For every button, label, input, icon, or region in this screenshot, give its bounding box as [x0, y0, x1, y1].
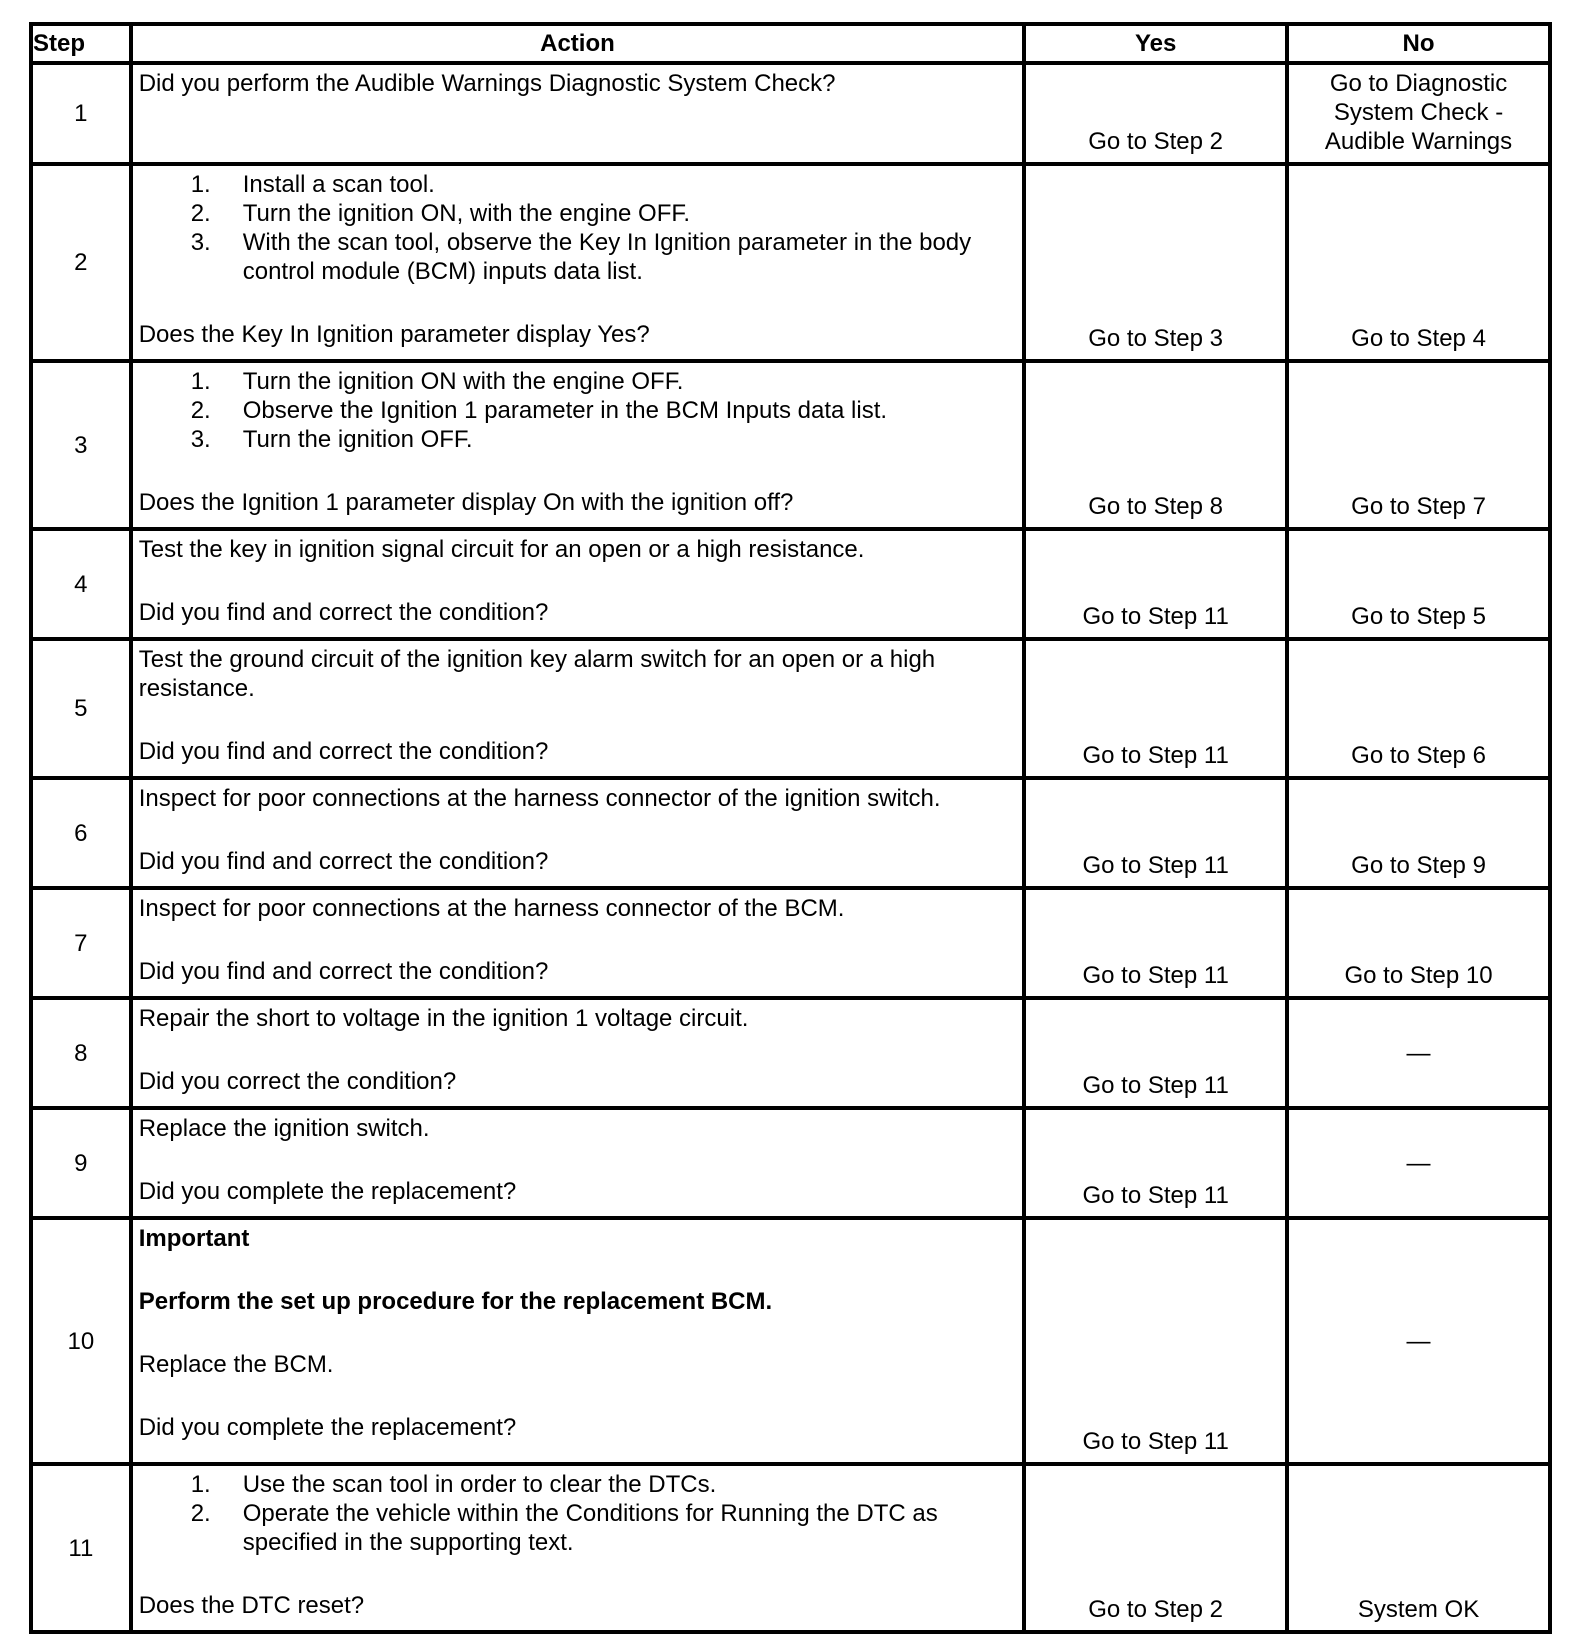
action-text: Replace the ignition switch. [138, 1115, 430, 1142]
action-text: Repair the short to voltage in the ignition 1 voltage circuit. [138, 1005, 749, 1032]
step-number: 1 [31, 63, 131, 164]
no-cell: — [1287, 998, 1550, 1108]
table-row [31, 888, 1550, 998]
action-cell [131, 639, 1024, 778]
step-number: 10 [31, 1218, 131, 1464]
table-row [31, 361, 1550, 529]
no-cell: Go to Step 7 [1287, 361, 1550, 529]
step-number: 7 [31, 888, 131, 998]
action-cell [131, 998, 1024, 1108]
action-text: Inspect for poor connections at the harness connector of the BCM. [138, 895, 845, 922]
yes-cell: Go to Step 11 [1024, 639, 1287, 778]
list-item: 1. Turn the ignition ON with the engine OFF. [190, 368, 684, 395]
yes-cell: Go to Step 11 [1024, 888, 1287, 998]
action-question: Did you perform the Audible Warnings Diagnostic System Check? [138, 70, 836, 97]
yes-cell: Go to Step 11 [1024, 778, 1287, 888]
list-item: 2. Operate the vehicle within the Conditions for Running the DTC as specified in the supporting text. [190, 1500, 938, 1556]
yes-cell: Go to Step 11 [1024, 1108, 1287, 1218]
action-list [139, 170, 1012, 286]
header-no: No [1287, 24, 1550, 63]
action-question: Did you correct the condition? [138, 1068, 457, 1095]
action-question: Does the Key In Ignition parameter display Yes? [138, 321, 650, 348]
list-item: 1. Use the scan tool in order to clear the DTCs. [190, 1471, 717, 1498]
no-cell: System OK [1287, 1464, 1550, 1632]
action-text: Inspect for poor connections at the harness connector of the ignition switch. [138, 785, 941, 812]
table-row [31, 1108, 1550, 1218]
yes-cell: Go to Step 8 [1024, 361, 1287, 529]
diagnostic-table [29, 22, 1552, 1634]
list-item: 3. With the scan tool, observe the Key In Ignition parameter in the body control module (BCM) inputs data list. [190, 229, 972, 285]
header-row [31, 24, 1550, 63]
yes-cell: Go to Step 2 [1024, 1464, 1287, 1632]
action-cell [131, 1218, 1024, 1464]
action-question: Did you complete the replacement? [138, 1414, 517, 1441]
step-number: 6 [31, 778, 131, 888]
no-cell: — [1287, 1218, 1550, 1464]
yes-cell: Go to Step 11 [1024, 998, 1287, 1108]
action-cell [131, 63, 1024, 164]
action-cell [131, 778, 1024, 888]
action-text: Replace the BCM. [138, 1351, 334, 1378]
yes-cell: Go to Step 11 [1024, 529, 1287, 639]
action-question: Did you find and correct the condition? [138, 738, 549, 765]
list-item: 1. Install a scan tool. [190, 171, 435, 198]
table-row [31, 639, 1550, 778]
action-cell [131, 164, 1024, 361]
list-item: 3. Turn the ignition OFF. [190, 426, 473, 453]
no-cell: Go to Step 10 [1287, 888, 1550, 998]
action-list [139, 1470, 1012, 1557]
action-cell [131, 1108, 1024, 1218]
header-step: Step [31, 24, 131, 63]
no-cell: Go to Step 4 [1287, 164, 1550, 361]
step-number: 11 [31, 1464, 131, 1632]
important-heading: Important [138, 1225, 250, 1252]
no-cell: — [1287, 1108, 1550, 1218]
action-cell [131, 888, 1024, 998]
table-row [31, 778, 1550, 888]
step-number: 5 [31, 639, 131, 778]
table-row [31, 1218, 1550, 1464]
table-row [31, 1464, 1550, 1632]
action-cell [131, 1464, 1024, 1632]
header-action: Action [131, 24, 1024, 63]
action-question: Did you complete the replacement? [138, 1178, 517, 1205]
action-question: Does the Ignition 1 parameter display On with the ignition off? [138, 489, 794, 516]
action-cell [131, 529, 1024, 639]
yes-cell: Go to Step 3 [1024, 164, 1287, 361]
action-question: Did you find and correct the condition? [138, 958, 549, 985]
step-number: 8 [31, 998, 131, 1108]
action-question: Did you find and correct the condition? [138, 599, 549, 626]
table-row [31, 529, 1550, 639]
yes-cell: Go to Step 2 [1024, 63, 1287, 164]
no-cell: Go to Step 5 [1287, 529, 1550, 639]
yes-cell: Go to Step 11 [1024, 1218, 1287, 1464]
action-text: Test the ground circuit of the ignition key alarm switch for an open or a high resistance. [138, 646, 936, 702]
no-cell: Go to Step 9 [1287, 778, 1550, 888]
action-text: Test the key in ignition signal circuit for an open or a high resistance. [138, 536, 865, 563]
list-item: 2. Turn the ignition ON, with the engine OFF. [190, 200, 691, 227]
step-number: 2 [31, 164, 131, 361]
table-row [31, 998, 1550, 1108]
action-question: Does the DTC reset? [138, 1592, 365, 1619]
important-note: Perform the set up procedure for the replacement BCM. [138, 1288, 773, 1315]
action-cell [131, 361, 1024, 529]
table-row [31, 164, 1550, 361]
no-cell: Go to Diagnostic System Check - Audible Warnings [1287, 63, 1550, 164]
step-number: 3 [31, 361, 131, 529]
step-number: 9 [31, 1108, 131, 1218]
list-item: 2. Observe the Ignition 1 parameter in the BCM Inputs data list. [190, 397, 888, 424]
step-number: 4 [31, 529, 131, 639]
header-yes: Yes [1024, 24, 1287, 63]
action-question: Did you find and correct the condition? [138, 848, 549, 875]
table-row [31, 63, 1550, 164]
no-cell: Go to Step 6 [1287, 639, 1550, 778]
action-list [139, 367, 1012, 454]
